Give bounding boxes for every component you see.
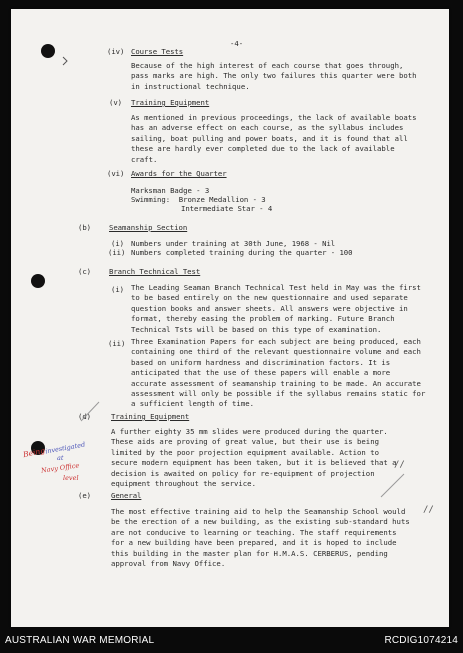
award-line: Marksman Badge - 3	[131, 186, 210, 195]
section-label: (d)	[78, 412, 92, 421]
footer-id: RCDIG1074214	[384, 635, 458, 646]
section-label: (b)	[78, 223, 92, 232]
item-heading: Course Tests	[131, 47, 184, 56]
item-label: (iv)	[107, 47, 125, 56]
footer-source: AUSTRALIAN WAR MEMORIAL	[5, 635, 155, 646]
handwritten-note: at	[57, 454, 64, 462]
para-text: The Leading Seaman Branch Technical Test held in May was the first to be based entirely on the new questionnaire and used separate question books and answer sheets. All answers were objective in format, thereby easing the problem of marking. Future Branch Technical Tsts will be based on this type of examination.	[131, 283, 421, 334]
section-heading: Seamanship Section	[109, 223, 188, 232]
section-body: The most effective training aid to help the Seamanship School would be the erection of a new building, as the existing sub-standard huts are not conducive to learning or teaching. The staff requirements for a new building have been prepared, and it is hoped to include this building in the master plan for H.M.A.S. CERBERUS, pending approval from Navy Office.	[111, 507, 410, 569]
line-label: (i)	[111, 239, 125, 248]
section-body: A further eighty 35 mm slides were produced during the quarter. These aids are proving of great value, but their use is being limited by the poor projection equipment available. Action to secure modern equipment has been taken, but it is believed that a decision is awaited on policy for re-equipment of projection equipment throughout the service.	[111, 427, 397, 489]
item-body: Because of the high interest of each course that goes through, pass marks are high. The only two failures this quarter were both in instructional technique.	[131, 61, 417, 91]
para-text: Three Examination Papers for each subject are being produced, each containing one third of the relevant questionnaire volume and each based on uniform hardness and discrimination factors. It is anticipated that the use of these papers will enable a more accurate assessment of seamanship training to be made. An accurate assessment will only be possible if the syllabus remains static for a sufficient length of time.	[131, 337, 426, 409]
section-label: (c)	[78, 267, 92, 276]
handwritten-note: Being	[22, 445, 46, 460]
item-body: As mentioned in previous proceedings, the lack of available boats has an adverse effect on each course, as the syllabus includes sailing, boat pulling and power boats, and it is found that all these are hardly ever completed due to the lack of available craft.	[131, 113, 417, 164]
item-heading: Awards for the Quarter	[131, 169, 227, 178]
handwritten-note: Navy Office	[40, 461, 80, 475]
line-text: Numbers completed training during the quarter - 100	[131, 248, 353, 257]
section-label: (e)	[78, 491, 92, 500]
section-heading: Training Equipment	[111, 412, 190, 421]
margin-mark: //	[394, 460, 405, 470]
handwritten-note: level	[63, 474, 79, 482]
item-heading: Training Equipment	[131, 98, 210, 107]
award-line: Intermediate Star - 4	[181, 204, 273, 213]
section-heading: Branch Technical Test	[109, 267, 201, 276]
item-label: (v)	[109, 98, 123, 107]
document-page	[11, 9, 449, 627]
para-label: (i)	[111, 285, 125, 294]
item-label: (vi)	[107, 169, 125, 178]
line-text: Numbers under training at 30th June, 1968 - Nil	[131, 239, 336, 248]
page-number: -4-	[230, 39, 244, 48]
section-heading: General	[111, 491, 142, 500]
pencil-marks	[11, 9, 449, 627]
line-label: (ii)	[108, 248, 126, 257]
margin-mark: //	[423, 505, 434, 515]
handwritten-note: investigated	[44, 440, 86, 456]
award-line: Swimming: Bronze Medallion - 3	[131, 195, 266, 204]
para-label: (ii)	[108, 339, 126, 348]
